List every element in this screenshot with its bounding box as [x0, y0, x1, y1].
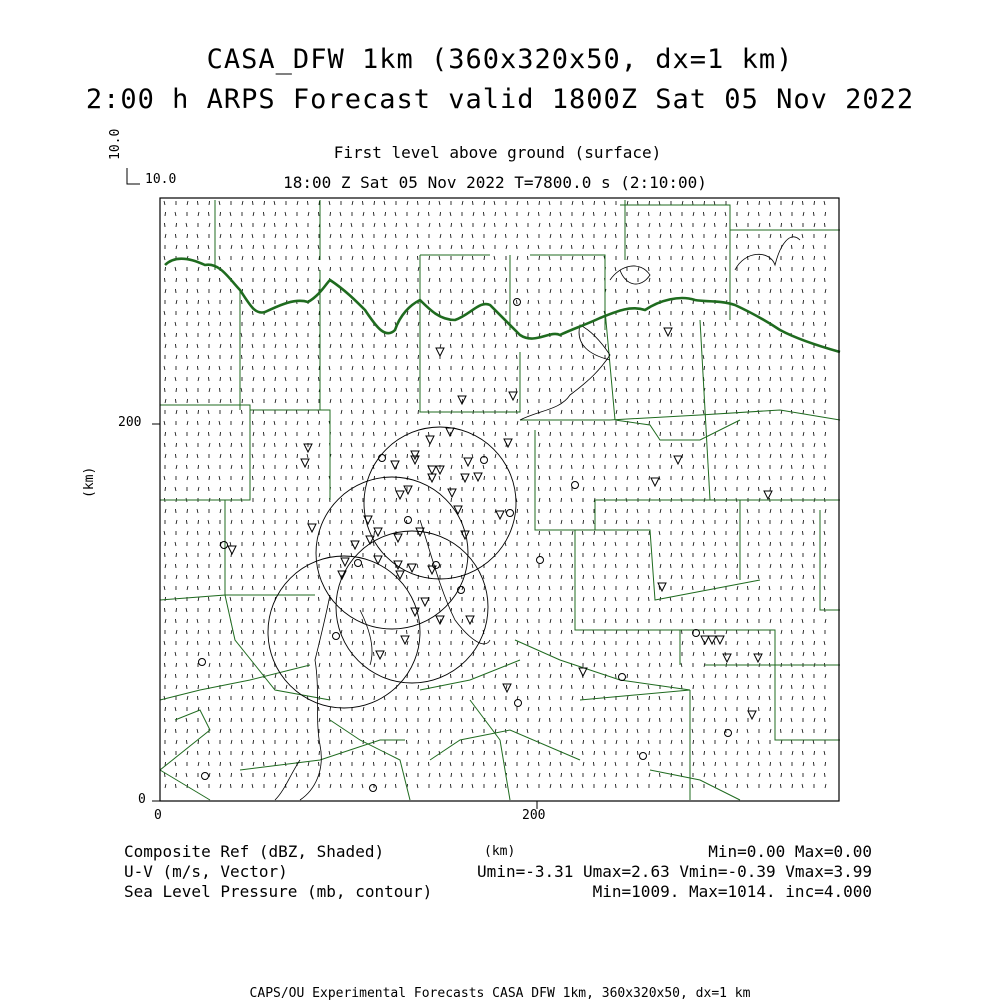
vector-key-vertical: 10.0: [108, 128, 123, 160]
legend-pressure-range: Min=1009. Max=1014. inc=4.000: [592, 882, 872, 901]
observation-markers: [199, 299, 773, 792]
legend-reflectivity: Composite Ref (dBZ, Shaded): [124, 842, 385, 861]
map-title: CASA_DFW 1km (360x320x50, dx=1 km): [206, 44, 794, 75]
y-tick-0: 0: [138, 792, 146, 807]
vector-key-arrow: [127, 168, 140, 184]
y-tick-200: 200: [118, 415, 142, 430]
legend-wind: U-V (m/s, Vector): [124, 862, 288, 881]
county-boundaries: [160, 200, 840, 800]
legend-pressure: Sea Level Pressure (mb, contour): [124, 882, 433, 901]
x-axis-unit: (km): [484, 844, 516, 859]
x-tick-200: 200: [522, 808, 546, 823]
legend-reflectivity-range: Min=0.00 Max=0.00: [708, 842, 872, 861]
level-label: First level above ground (surface): [333, 143, 662, 162]
state-border: [165, 259, 840, 352]
footer-credit: CAPS/OU Experimental Forecasts CASA DFW 1km, 360x320x50, dx=1 km: [249, 986, 751, 1001]
legend-wind-range: Umin=-3.31 Umax=2.63 Vmin=-0.39 Vmax=3.99: [477, 862, 872, 881]
river-lines: [275, 237, 800, 800]
wind-vector-field: [164, 201, 826, 788]
x-tick-0: 0: [154, 808, 162, 823]
y-axis-unit: (km): [82, 466, 97, 498]
vector-key-horizontal: 10.0: [145, 172, 177, 187]
valid-time-label: 18:00 Z Sat 05 Nov 2022 T=7800.0 s (2:10:00): [283, 173, 707, 192]
forecast-subtitle: 2:00 h ARPS Forecast valid 1800Z Sat 05 Nov 2022: [85, 84, 915, 115]
